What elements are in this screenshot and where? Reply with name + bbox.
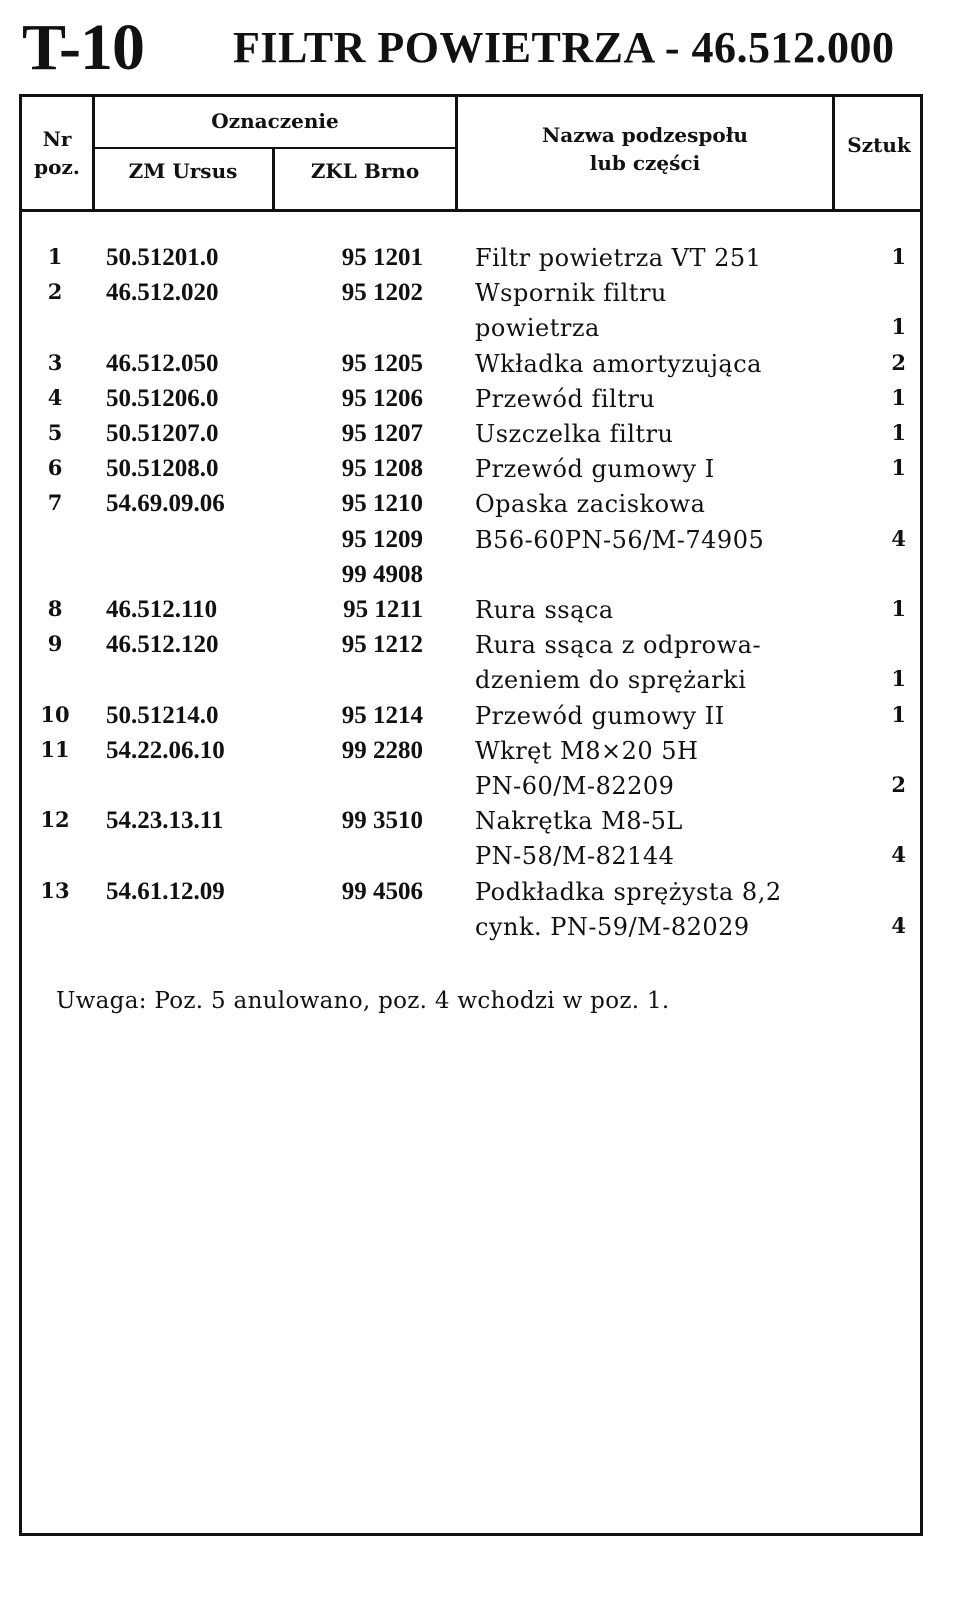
row-qty: 1 xyxy=(891,314,906,340)
row-zm-ursus: 54.23.13.11 xyxy=(106,807,224,835)
row-nr: 7 xyxy=(47,490,63,516)
header-nr-line1: Nr xyxy=(42,127,72,151)
row-name: Rura ssąca xyxy=(475,596,614,624)
row-zm-ursus: 50.51214.0 xyxy=(106,701,219,729)
table-row xyxy=(0,737,977,772)
header-nazwa-line2: lub części xyxy=(589,151,701,175)
table-row xyxy=(0,490,977,525)
table-row xyxy=(0,842,977,877)
row-zkl-brno: 95 1211 xyxy=(343,596,423,623)
table-row xyxy=(0,526,977,561)
row-qty: 1 xyxy=(891,596,906,621)
page-code: T-10 xyxy=(22,11,144,84)
row-name: dzeniem do sprężarki xyxy=(475,666,747,695)
row-nr: 1 xyxy=(47,244,63,269)
row-zkl-brno: 95 1205 xyxy=(341,349,423,377)
table-row xyxy=(0,702,977,737)
row-name: Przewód gumowy II xyxy=(475,701,725,730)
row-name: Rura ssąca z odprowa- xyxy=(475,631,762,660)
row-qty: 4 xyxy=(891,525,906,551)
divider-oznaczenie xyxy=(94,147,456,149)
row-qty: 1 xyxy=(891,384,906,410)
table-row xyxy=(0,913,977,948)
header-nazwa xyxy=(458,121,832,177)
header-nr xyxy=(22,125,92,181)
row-zkl-brno: 95 1212 xyxy=(341,631,423,659)
row-zm-ursus: 54.22.06.10 xyxy=(106,736,225,764)
table-row xyxy=(0,596,977,631)
row-zkl-brno: 95 1208 xyxy=(341,455,423,483)
row-nr: 9 xyxy=(47,631,63,657)
row-name: PN-60/M-82209 xyxy=(475,772,675,800)
row-nr: 11 xyxy=(40,736,70,762)
table-row xyxy=(0,878,977,913)
row-zm-ursus: 54.61.12.09 xyxy=(106,877,225,905)
row-zm-ursus: 46.512.050 xyxy=(106,349,219,377)
table-row xyxy=(0,420,977,455)
row-name: PN-58/M-82144 xyxy=(475,842,675,871)
row-zkl-brno: 99 2280 xyxy=(341,736,423,764)
row-qty: 4 xyxy=(891,912,906,938)
row-zm-ursus: 50.51201.0 xyxy=(106,244,219,271)
page-title: FILTR POWIETRZA - 46.512.000 xyxy=(233,23,895,72)
row-nr: 10 xyxy=(40,701,70,727)
row-zkl-brno: 95 1201 xyxy=(341,244,423,271)
table-row xyxy=(0,807,977,842)
row-zm-ursus: 50.51207.0 xyxy=(106,420,219,447)
row-name: Przewód filtru xyxy=(475,384,656,413)
table-row xyxy=(0,279,977,314)
row-name: B56-60PN-56/M-74905 xyxy=(475,525,765,554)
row-name: powietrza xyxy=(475,314,600,343)
header-zm-ursus: ZM Ursus xyxy=(128,159,238,183)
table-row xyxy=(0,314,977,349)
row-zm-ursus: 46.512.020 xyxy=(106,279,219,307)
row-name: Opaska zaciskowa xyxy=(475,490,706,519)
table-row xyxy=(0,455,977,490)
row-name: Wspornik filtru xyxy=(475,279,667,308)
row-qty: 1 xyxy=(891,455,906,481)
row-zkl-brno: 99 3510 xyxy=(341,807,423,835)
row-zkl-brno: 95 1206 xyxy=(341,384,423,412)
row-name: Filtr powietrza VT 251 xyxy=(475,244,762,272)
row-zkl-brno: 99 4506 xyxy=(341,877,423,905)
row-zm-ursus: 50.51206.0 xyxy=(106,384,219,412)
row-name: Uszczelka filtru xyxy=(475,420,674,448)
row-qty: 1 xyxy=(891,244,906,269)
row-nr: 4 xyxy=(47,384,63,410)
row-name: Wkładka amortyzująca xyxy=(475,349,762,378)
header-nr-line2: poz. xyxy=(34,155,80,179)
row-zm-ursus: 54.69.09.06 xyxy=(106,490,225,518)
row-zkl-brno: 95 1202 xyxy=(341,279,423,307)
row-nr: 3 xyxy=(47,349,63,375)
row-zm-ursus: 46.512.120 xyxy=(106,631,219,659)
header-zkl-brno: ZKL Brno xyxy=(310,159,420,183)
row-name: Przewód gumowy I xyxy=(475,455,715,484)
table-row xyxy=(0,772,977,807)
row-zkl-brno: 95 1214 xyxy=(341,701,423,729)
row-nr: 5 xyxy=(47,420,63,445)
header-oznaczenie: Oznaczenie xyxy=(211,109,339,133)
row-name: Wkręt M8×20 5H xyxy=(475,736,699,765)
row-name: Podkładka sprężysta 8,2 xyxy=(475,877,782,906)
table-row xyxy=(0,561,977,596)
table-row xyxy=(0,385,977,420)
row-nr: 12 xyxy=(40,807,70,833)
header-nazwa-line1: Nazwa podzespołu xyxy=(542,123,748,147)
row-nr: 2 xyxy=(47,279,63,305)
row-zkl-brno: 95 1207 xyxy=(341,420,423,447)
row-qty: 1 xyxy=(891,701,906,727)
row-zm-ursus: 46.512.110 xyxy=(106,596,218,623)
row-zkl-brno: 95 1209 xyxy=(341,525,423,553)
table-row xyxy=(0,350,977,385)
row-zm-ursus: 50.51208.0 xyxy=(106,455,219,483)
row-qty: 2 xyxy=(891,349,906,375)
row-nr: 6 xyxy=(47,455,63,481)
row-zkl-brno: 99 4908 xyxy=(341,560,423,588)
note: Uwaga: Poz. 5 anulowano, poz. 4 wchodzi w poz. 1. xyxy=(56,988,670,1014)
table-row xyxy=(0,244,977,279)
header-sztuk: Sztuk xyxy=(847,133,911,157)
row-qty: 1 xyxy=(891,420,906,445)
row-nr: 13 xyxy=(40,877,70,903)
row-qty: 1 xyxy=(891,666,906,692)
row-qty: 4 xyxy=(891,842,906,868)
row-qty: 2 xyxy=(891,772,906,797)
table-row xyxy=(0,631,977,666)
row-name: cynk. PN-59/M-82029 xyxy=(475,912,750,941)
header-divider xyxy=(22,209,920,212)
row-nr: 8 xyxy=(47,596,63,621)
table-row xyxy=(0,666,977,701)
row-zkl-brno: 95 1210 xyxy=(341,490,423,518)
row-name: Nakrętka M8-5L xyxy=(475,807,683,836)
